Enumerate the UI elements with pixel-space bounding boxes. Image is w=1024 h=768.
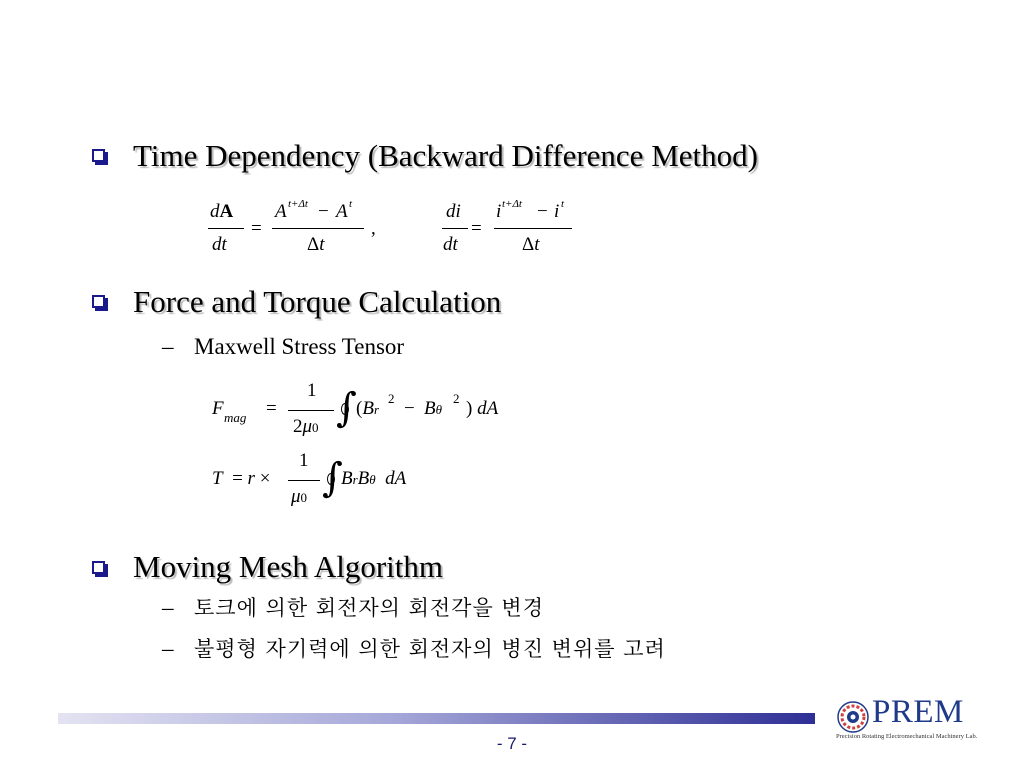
square-bullet-icon — [92, 149, 105, 162]
section-title-force-torque: Force and Torque Calculation — [133, 284, 502, 319]
logo-name: PREM — [872, 694, 964, 730]
section-title-moving-mesh: Moving Mesh Algorithm — [133, 549, 444, 584]
sub-item-translational-displacement: – 불평형 자기력에 의한 회전자의 병진 변위를 고려 — [162, 636, 666, 661]
sub-item-maxwell-stress-tensor: – Maxwell Stress Tensor — [162, 334, 405, 359]
sub-item-rotation-angle: – 토크에 의한 회전자의 회전각을 변경 — [162, 595, 544, 620]
square-bullet-icon — [92, 561, 105, 574]
square-bullet-icon — [92, 295, 105, 308]
footer-bar — [58, 713, 815, 724]
page-number: - 7 - — [496, 734, 528, 753]
gear-logo-icon — [836, 700, 870, 734]
section-title-time-dependency: Time Dependency (Backward Difference Method) — [133, 138, 758, 173]
logo-subtitle: Precision Rotating Electromechanical Machinery Lab. — [836, 733, 978, 740]
